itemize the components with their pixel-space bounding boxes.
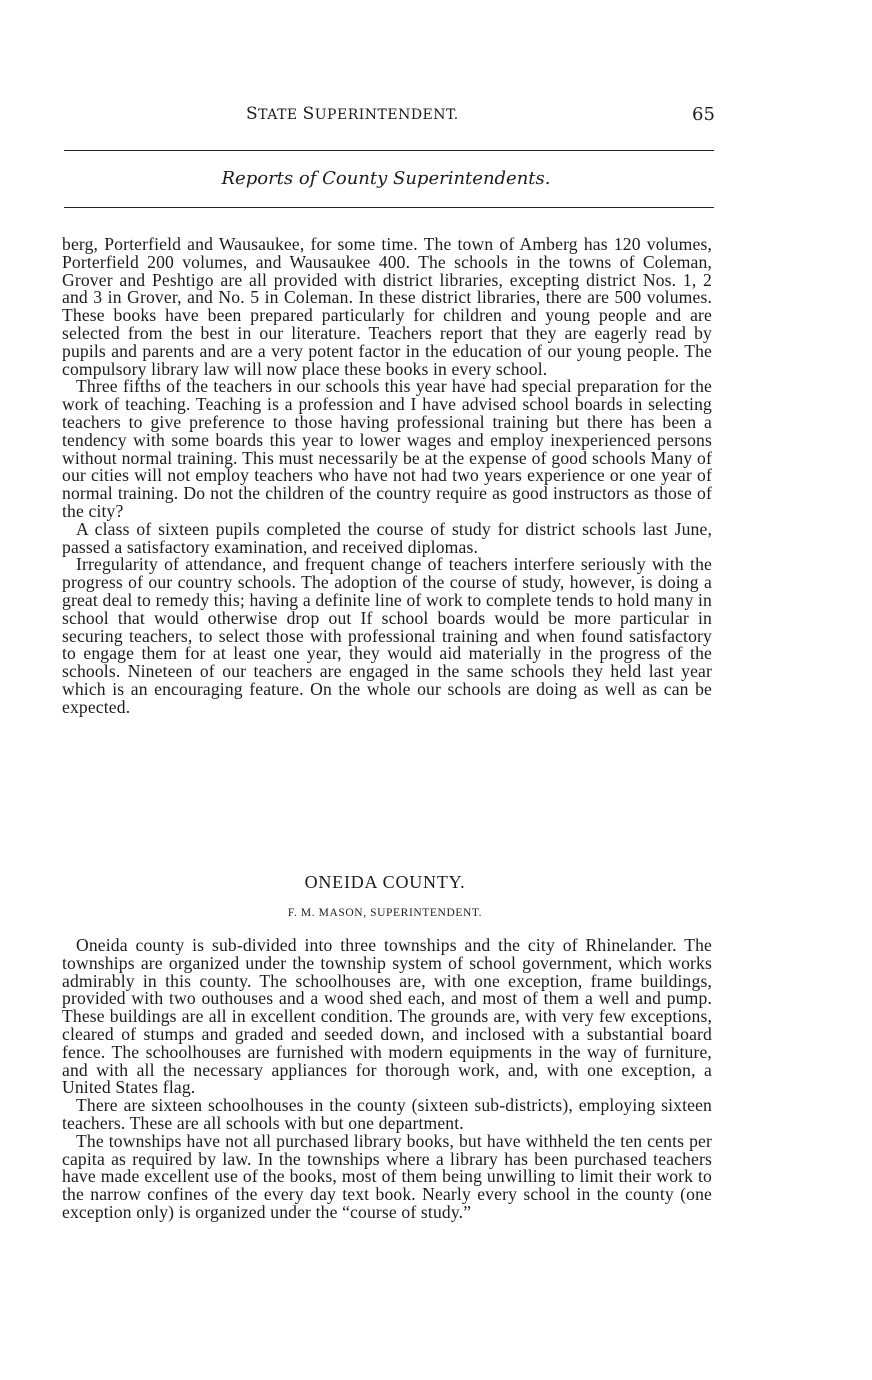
- running-head-initial: S: [246, 104, 259, 124]
- paragraph: Three fifths of the teachers in our schools this year have had special preparation for the work of teaching. Teaching is a profession and I have advised school boards in selecting teachers to give preference to those having professional training but there has been a tendency with some boards this year to lower wages and employ inexperienced persons without normal training. This must necessarily be at the expense of good schools Many of our cities will not employ teachers who have not had two years experience or one year of normal training. Do not the children of the country require as good instructors as those of the city?: [62, 376, 712, 521]
- paragraph: There are sixteen schoolhouses in the county (sixteen sub-districts), employing sixteen teachers. These are all schools with but one department.: [62, 1095, 712, 1133]
- paragraph: The townships have not all purchased library books, but have withheld the ten cents per capita as required by law. In the townships where a library has been purchased teachers have made excellent use of the books, most of them being unwilling to limit their work to the narrow confines of the every day text book. Nearly every school in the county (one exception only) is organized under the “course of study.”: [62, 1130, 712, 1222]
- paragraph: berg, Porterfield and Wausaukee, for some time. The town of Amberg has 120 volumes, Porterfield 200 volumes, and Wausaukee 400. The schools in the towns of Coleman, Grover and Peshtigo are all provided with district libraries, excepting district Nos. 1, 2 and 3 in Grover, and No. 5 in Coleman. In these district libraries, there are 500 volumes. These books have been prepared particularly for children and young people and are selected from the best in our literature. Teachers report that they are eagerly read by pupils and parents and are a very potent factor in the education of our young people. The compulsory library law will now place these books in every school.: [62, 234, 712, 379]
- county-heading: ONEIDA COUNTY.: [304, 872, 466, 892]
- running-head: [246, 104, 459, 124]
- paragraph: A class of sixteen pupils completed the course of study for district schools last June, passed a satisfactory examination, and received diplomas.: [62, 518, 712, 557]
- continued-report-text: [62, 236, 712, 717]
- running-head-initial-2: S: [302, 104, 315, 124]
- paragraph: Irregularity of attendance, and frequent change of teachers interfere seriously with the progress of our country schools. The adoption of the course of study, however, is doing a great deal to remedy this; having a definite line of work to complete tends to hold many in school that would otherwise drop out If school boards would be more particular in securing teachers, to select those with professional training and when found satisfactory to engage them for at least one year, they would aid materially in the progress of the schools. Nineteen of our teachers are engaged in the same schools they held last year which is an encouraging feature. On the whole our schools are doing as well as can be expected.: [62, 554, 712, 717]
- paragraph: Oneida county is sub-divided into three townships and the city of Rhinelander. The townships are organized under the township system of school government, which works admirably in this county. The schoolhouses are, with one exception, frame buildings, provided with two outhouses and a wood shed each, and most of them a well and pump. These buildings are all in excellent condition. The grounds are, with very few exceptions, cleared of stumps and graded and seeded down, and inclosed with a substantial board fence. The schoolhouses are furnished with modern equipments in the way of furniture, and with all the necessary appliances for thorough work, and, with one exception, a United States flag.: [62, 935, 712, 1098]
- header-rule-bottom: [64, 207, 714, 208]
- section-title: Reports of County Superintendents.: [221, 168, 551, 189]
- superintendent-name: F. M. MASON, SUPERINTENDENT.: [287, 907, 483, 919]
- county-report-text: [62, 937, 712, 1222]
- running-head-smallcaps: TATE: [258, 107, 303, 123]
- running-head-smallcaps-2: UPERINTENDENT.: [314, 107, 459, 123]
- header-rule-top: [64, 150, 714, 151]
- page-number: 65: [692, 104, 715, 125]
